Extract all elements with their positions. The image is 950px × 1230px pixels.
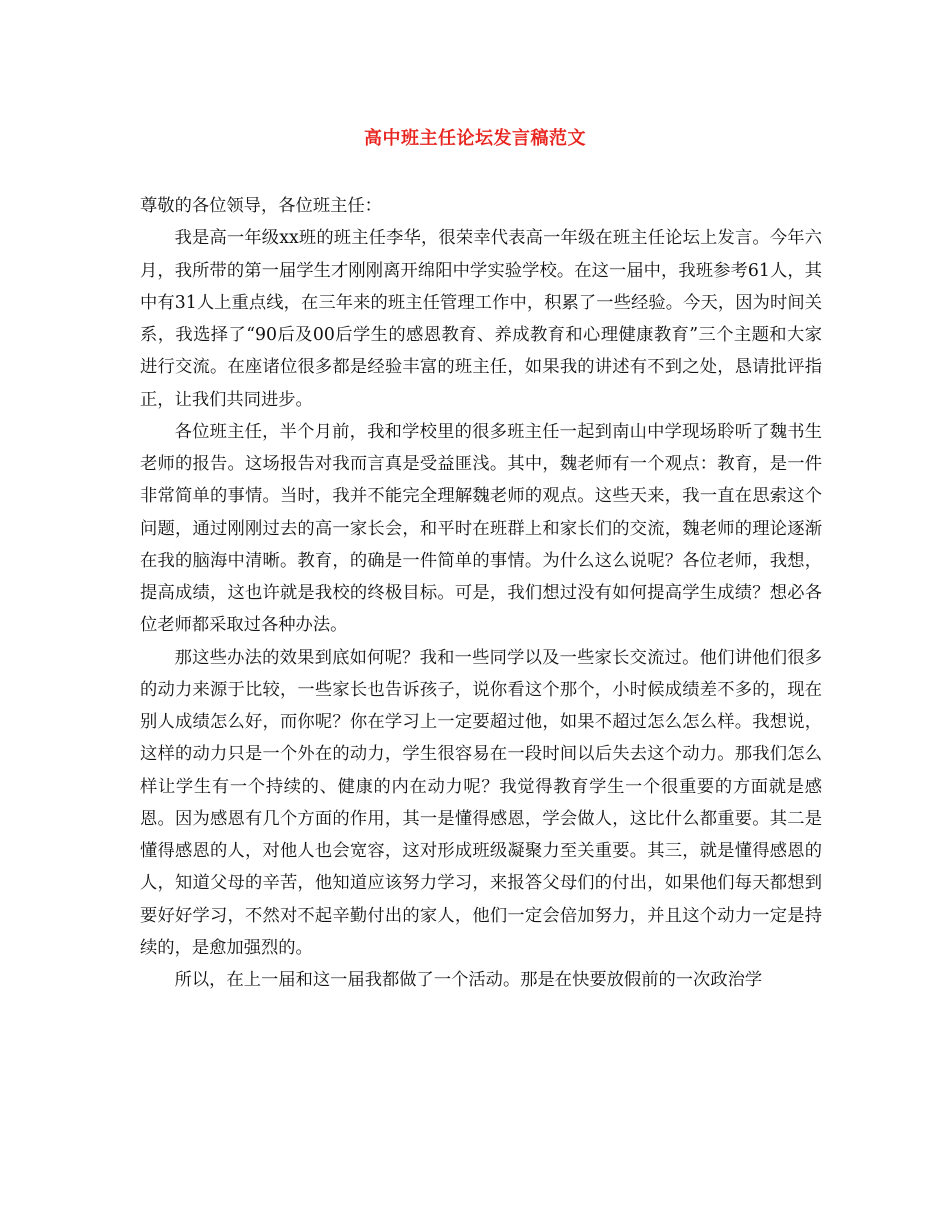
paragraph-2: 各位班主任，半个月前，我和学校里的很多班主任一起到南山中学现场聆听了魏书生老师的报告。这场报告对我而言真是受益匪浅。其中，魏老师有一个观点：教育，是一件非常简单的事情。当时，我并不能完全理解魏老师的观点。这些天来，我一直在思索这个问题，通过刚刚过去的高一家长会，和平时在班群上和家长们的交流，魏老师的理论逐渐在我的脑海中清晰。教育，的确是一件简单的事情。为什么这么说呢？各位老师，我想，提高成绩，这也许就是我校的终极目标。可是，我们想过没有如何提高学生成绩？想必各位老师都采取过各种办法。	[140, 421, 822, 636]
document-body	[140, 190, 822, 996]
paragraph-1: 我是高一年级xx班的班主任李华，很荣幸代表高一年级在班主任论坛上发言。今年六月，我所带的第一届学生才刚刚离开绵阳中学实验学校。在这一届中，我班参考61人，其中有31人上重点线，在三年来的班主任管理工作中，积累了一些经验。今天，因为时间关系，我选择了“90后及00后学生的感恩教育、养成教育和心理健康教育”三个主题和大家进行交流。在座诸位很多都是经验丰富的班主任，如果我的讲述有不到之处，恳请批评指正，让我们共同进步。	[140, 228, 822, 410]
paragraph-4: 所以，在上一届和这一届我都做了一个活动。那是在快要放假前的一次政治学	[174, 970, 763, 990]
document-title: 高中班主任论坛发言稿范文	[364, 128, 586, 149]
paragraph-3: 那这些办法的效果到底如何呢？我和一些同学以及一些家长交流过。他们讲他们很多的动力来源于比较，一些家长也告诉孩子，说你看这个那个，小时候成绩差不多的，现在别人成绩怎么好，而你呢？你在学习上一定要超过他，如果不超过怎么怎么样。我想说，这样的动力只是一个外在的动力，学生很容易在一段时间以后失去这个动力。那我们怎么样让学生有一个持续的、健康的内在动力呢？我觉得教育学生一个很重要的方面就是感恩。因为感恩有几个方面的作用，其一是懂得感恩，学会做人，这比什么都重要。其二是懂得感恩的人，对他人也会宽容，这对形成班级凝聚力至关重要。其三，就是懂得感恩的人，知道父母的辛苦，他知道应该努力学习，来报答父母们的付出，如果他们每天都想到要好好学习，不然对不起辛勤付出的家人，他们一定会倍加努力，并且这个动力一定是持续的，是愈加强烈的。	[140, 647, 822, 958]
salutation: 尊敬的各位领导，各位班主任：	[140, 196, 382, 216]
